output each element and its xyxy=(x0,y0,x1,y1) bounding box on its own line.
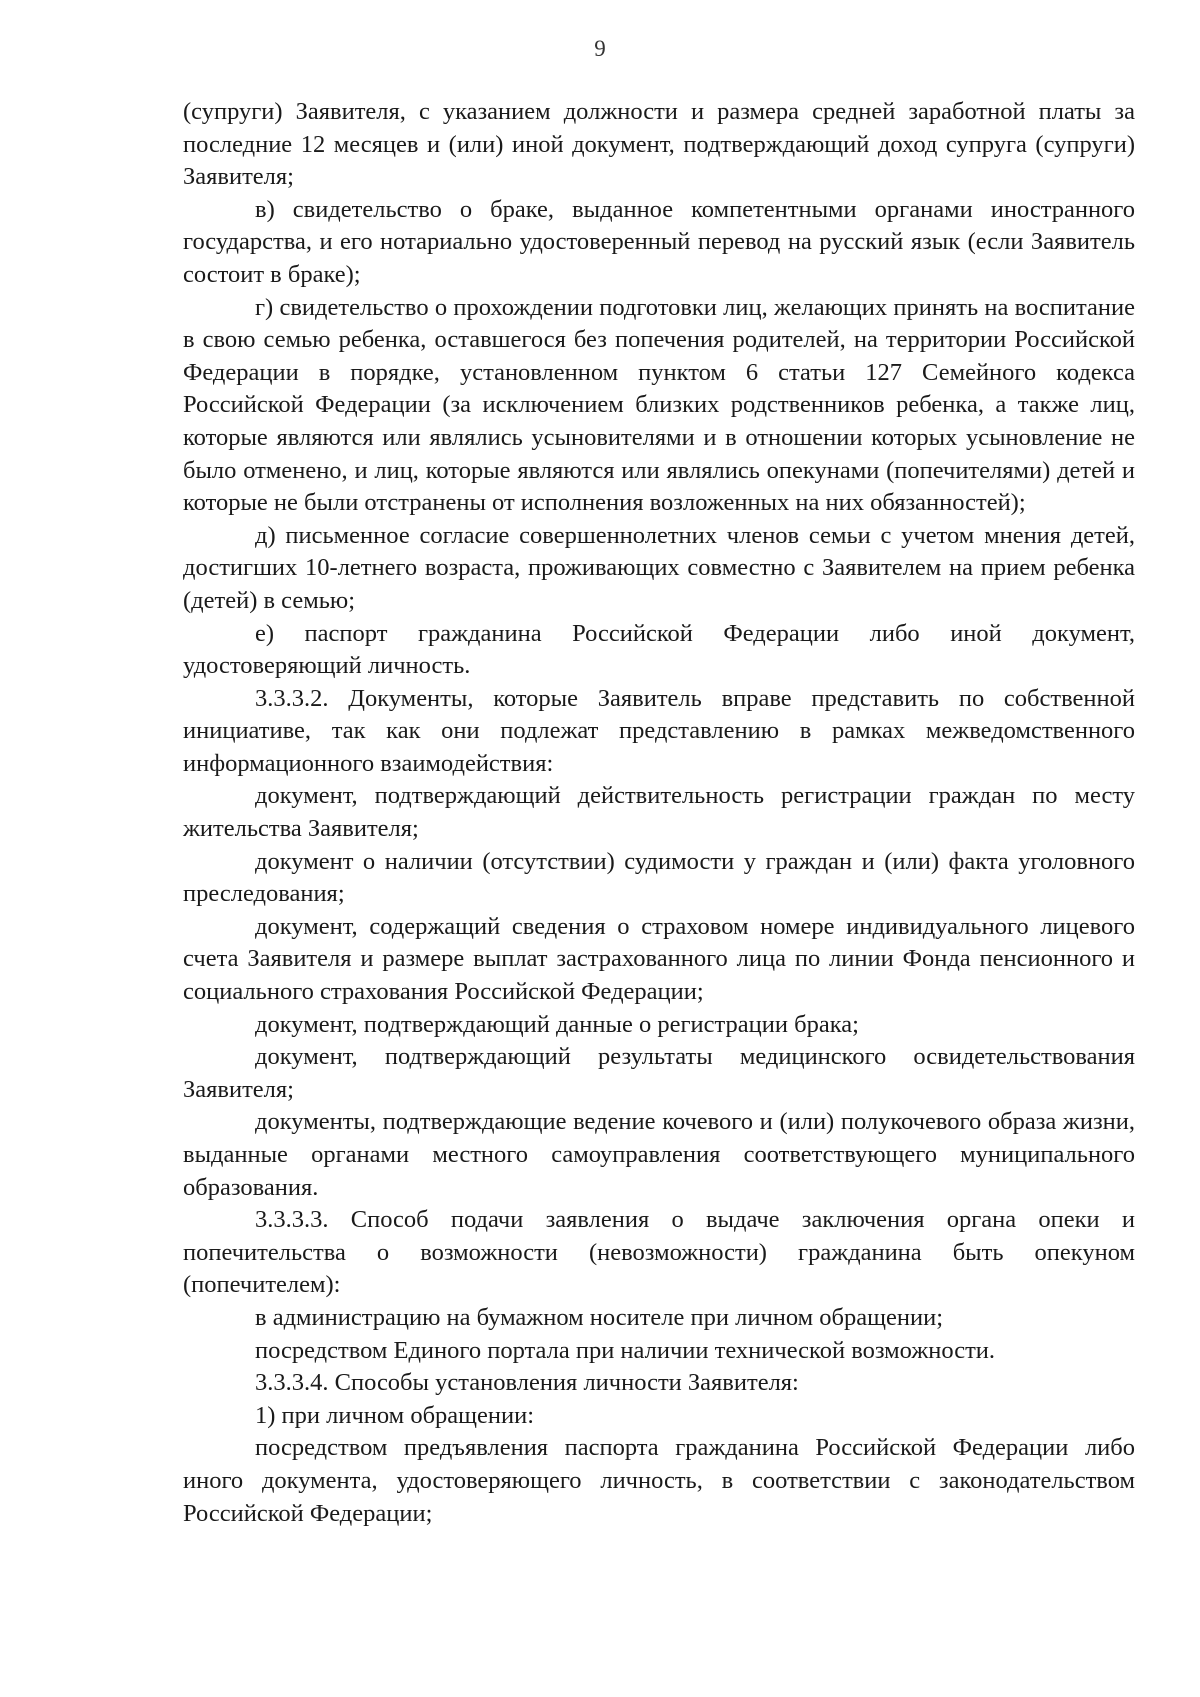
paragraph: в) свидетельство о браке, выданное компетентными органами иностранного государства, и его нотариально удостоверенный перевод на русский язык (если Заявитель состоит в браке); xyxy=(183,195,1135,288)
paragraph: документ, подтверждающий действительность регистрации граждан по месту жительства Заявителя; xyxy=(183,782,1135,843)
paragraph: г) свидетельство о прохождении подготовки лиц, желающих принять на воспитание в свою семью ребенка, оставшегося без попечения родителей, на территории Российской Федерации в порядке, установленном пунктом 6 статьи 127 Семейного кодекса Российской Федерации (за исключением близких родственников ребенка, а также лиц, которые являются или являлись усыновителями и в отношении которых усыновление не было отменено, и лиц, которые являются или являлись опекунами (попечителями) детей и которые не были отстранены от исполнения возложенных на них обязанностей); xyxy=(183,293,1135,517)
page-number: 9 xyxy=(594,36,606,61)
paragraph: (супруги) Заявителя, с указанием должности и размера средней заработной платы за последние 12 месяцев и (или) иной документ, подтверждающий доход супруга (супруги) Заявителя; xyxy=(183,98,1135,191)
paragraph: документ, подтверждающий результаты медицинского освидетельствования Заявителя; xyxy=(183,1043,1135,1103)
paragraph: документ, содержащий сведения о страховом номере индивидуального лицевого счета Заявителя и размере выплат застрахованного лица по линии Фонда пенсионного и социального страхования Российской Федерации; xyxy=(183,912,1135,1006)
paragraph: 1) при личном обращении: xyxy=(255,1401,535,1429)
paragraph: 3.3.3.3. Способ подачи заявления о выдаче заключения органа опеки и попечительства о возможности (невозможности) гражданина быть опекуном (попечителем): xyxy=(183,1206,1135,1299)
paragraph: документы, подтверждающие ведение кочевого и (или) полукочевого образа жизни, выданные органами местного самоуправления соответствующего муниципального образования. xyxy=(183,1108,1135,1201)
paragraph: посредством предъявления паспорта гражданина Российской Федерации либо иного документа, удостоверяющего личность, в соответствии с законодательством Российской Федерации; xyxy=(183,1434,1135,1527)
paragraph: посредством Единого портала при наличии технической возможности. xyxy=(255,1336,996,1364)
paragraph: документ, подтверждающий данные о регистрации брака; xyxy=(255,1010,859,1038)
paragraph: 3.3.3.4. Способы установления личности Заявителя: xyxy=(255,1369,799,1397)
paragraph: 3.3.3.2. Документы, которые Заявитель вправе представить по собственной инициативе, так как они подлежат представлению в рамках межведомственного информационного взаимодействия: xyxy=(183,684,1135,777)
paragraph: документ о наличии (отсутствии) судимости у граждан и (или) факта уголовного преследования; xyxy=(183,847,1135,908)
document-body xyxy=(183,96,1135,1530)
paragraph: в администрацию на бумажном носителе при личном обращении; xyxy=(255,1303,944,1331)
paragraph: е) паспорт гражданина Российской Федерации либо иной документ, удостоверяющий личность. xyxy=(183,619,1135,680)
paragraph: д) письменное согласие совершеннолетних членов семьи с учетом мнения детей, достигших 10-летнего возраста, проживающих совместно с Заявителем на прием ребенка (детей) в семью; xyxy=(183,521,1135,614)
